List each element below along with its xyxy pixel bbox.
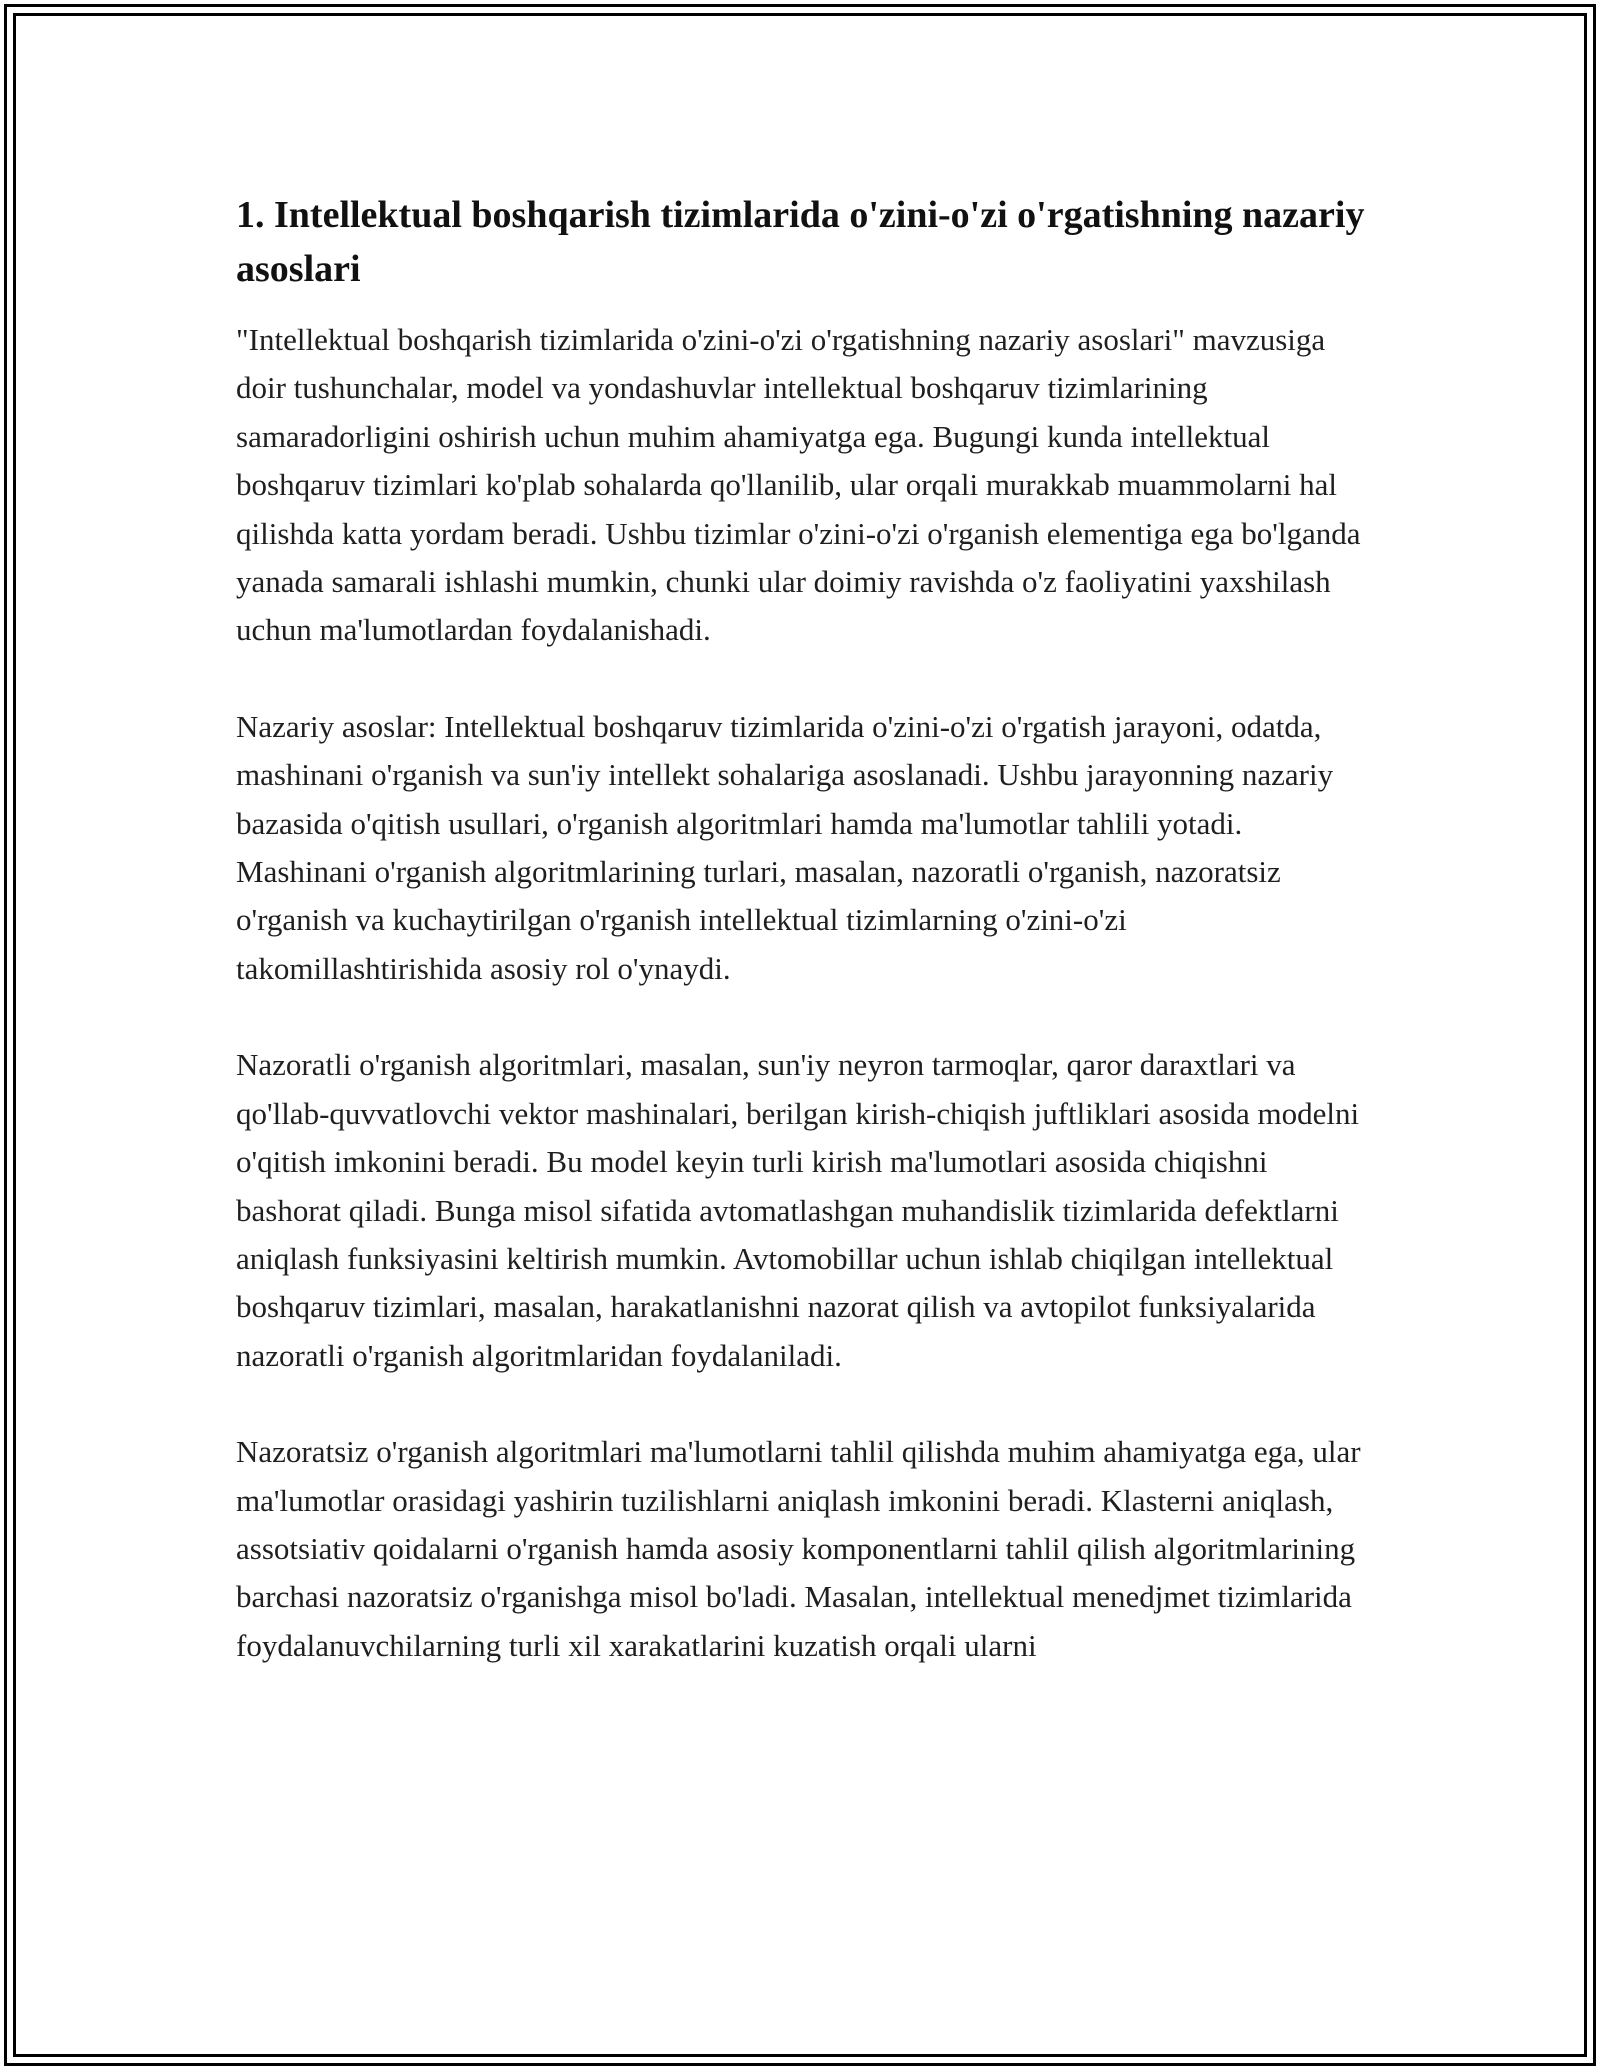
- paragraph-supervised-learning: Nazoratli o'rganish algoritmlari, masalan, sun'iy neyron tarmoqlar, qaror daraxtlari va qo'llab-quvvatlovchi vektor mashinalari, berilgan kirish-chiqish juftliklari asosida modelni o'qitish imkonini beradi. Bu model keyin turli kirish ma'lumotlari asosida chiqishni bashorat qiladi. Bunga misol sifatida avtomatlashgan muhandislik tizimlarida defektlarni aniqlash funksiyasini keltirish mumkin. Avtomobillar uchun ishlab chiqilgan intellektual boshqaruv tizimlari, masalan, harakatlanishni nazorat qilish va avtopilot funksiyalarida nazoratli o'rganish algoritmlaridan foydalaniladi.: [236, 1047, 1360, 1373]
- page-title: 1. Intellektual boshqarish tizimlarida o'zini-o'zi o'rgatishning nazariy asoslari: [236, 194, 1365, 290]
- document-body: [236, 188, 1376, 1670]
- paragraph-unsupervised-learning: Nazoratsiz o'rganish algoritmlari ma'lumotlarni tahlil qilishda muhim ahamiyatga ega, ular ma'lumotlar orasidagi yashirin tuzilishlarni aniqlash imkonini beradi. Klasterni aniqlash, assotsiativ qoidalarni o'rganish hamda asosiy komponentlarni tahlil qilish algoritmlarining barchasi nazoratsiz o'rganishga misol bo'ladi. Masalan, intellektual menedjmet tizimlarida foydalanuvchilarning turli xil xarakatlarini kuzatish orqali ularni: [236, 1434, 1361, 1663]
- paragraph-intro: "Intellektual boshqarish tizimlarida o'zini-o'zi o'rgatishning nazariy asoslari" mavzusiga doir tushunchalar, model va yondashuvlar intellektual boshqaruv tizimlarining samaradorligini oshirish uchun muhim ahamiyatga ega. Bugungi kunda intellektual boshqaruv tizimlari ko'plab sohalarda qo'llanilib, ular orqali murakkab muammolarni hal qilishda katta yordam beradi. Ushbu tizimlar o'zini-o'zi o'rganish elementiga ega bo'lganda yanada samarali ishlashi mumkin, chunki ular doimiy ravishda o'z faoliyatini yaxshilash uchun ma'lumotlardan foydalanishadi.: [236, 322, 1361, 648]
- paragraph-theoretical-foundations: Nazariy asoslar: Intellektual boshqaruv tizimlarida o'zini-o'zi o'rgatish jarayoni, odatda, mashinani o'rganish va sun'iy intellekt sohalariga asoslanadi. Ushbu jarayonning nazariy bazasida o'qitish usullari, o'rganish algoritmlari hamda ma'lumotlar tahlili yotadi. Mashinani o'rganish algoritmlarining turlari, masalan, nazoratli o'rganish, nazoratsiz o'rganish va kuchaytirilgan o'rganish intellektual tizimlarning o'zini-o'zi takomillashtirishida asosiy rol o'ynaydi.: [236, 708, 1334, 986]
